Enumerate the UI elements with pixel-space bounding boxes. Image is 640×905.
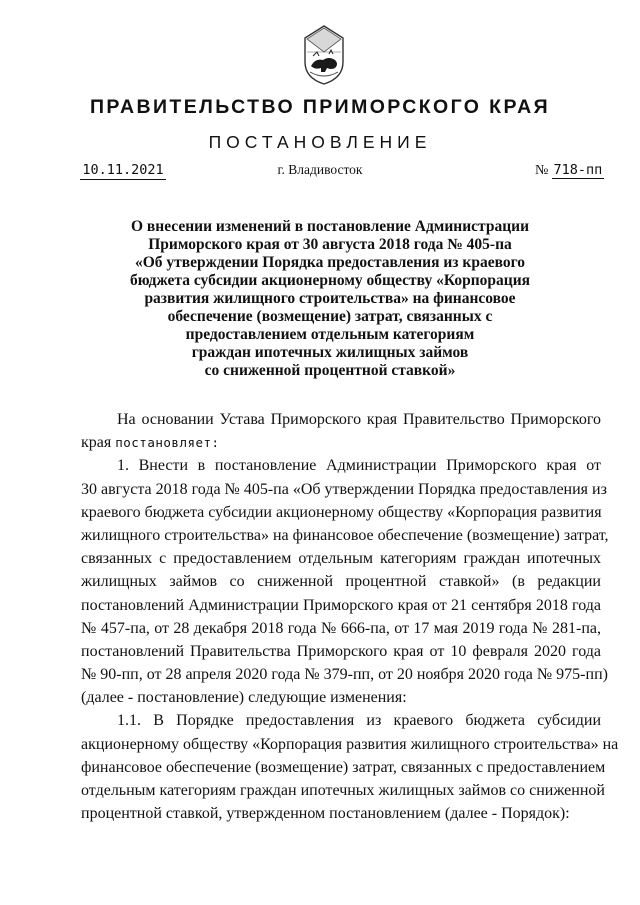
body-line: постановлений Администрации Приморского края от 21 сентября 2018 года: [81, 596, 601, 614]
document-date: 10.11.2021: [82, 162, 164, 178]
body-line: отдельным категориям граждан ипотечных жилищных займов со сниженной: [81, 782, 605, 799]
number-sign: №: [535, 163, 549, 178]
body-line: 30 августа 2018 года № 405-па «Об утверждении Порядка предоставления из: [81, 480, 607, 498]
body-line: краевого бюджета субсидии акционерному обществу «Корпорация развития: [81, 503, 602, 521]
body-line: № 457-па, от 28 декабря 2018 года № 666-па, от 17 мая 2019 года № 281-па,: [81, 619, 601, 637]
document-title: [120, 218, 540, 380]
body-line: На основании Устава Приморского края Правительство Приморского: [117, 411, 601, 428]
title-line: бюджета субсидии акционерному обществу «Корпорация: [129, 272, 531, 289]
coat-of-arms-emblem: [301, 22, 347, 86]
title-line: О внесении изменений в постановление Администрации: [130, 218, 529, 235]
title-line: предоставлением отдельным категориям: [185, 326, 475, 343]
decree-verb: постановляет:: [115, 435, 220, 451]
body-line: жилищного строительства» на финансовое обеспечение (возмещение) затрат,: [81, 526, 609, 544]
body-text: края: [81, 434, 116, 452]
body-line: (далее - постановление) следующие изменения:: [81, 689, 407, 707]
title-line: развития жилищного строительства» на финансовое: [144, 290, 516, 307]
document-city: г. Владивосток: [277, 162, 363, 177]
body-line: постановлений Правительства Приморского края от 10 февраля 2020 года: [81, 642, 601, 660]
title-line: со сниженной процентной ставкой»: [204, 362, 456, 379]
body-line: процентной ставкой, утвержденном постановлением (далее - Порядок):: [81, 805, 570, 823]
title-line: обеспечение (возмещение) затрат, связанных с: [167, 308, 493, 325]
body-line: жилищных займов со сниженной процентной ставкой» (в редакции: [81, 573, 601, 591]
document-number: 718-пп: [553, 162, 603, 178]
document-body: [81, 408, 619, 825]
body-line: № 90-пп, от 28 апреля 2020 года № 379-пп, от 20 ноября 2020 года № 975-пп): [81, 666, 608, 684]
body-line: 1. Внести в постановление Администрации Приморского края от: [117, 457, 601, 475]
body-line: [81, 431, 601, 454]
title-line: «Об утверждении Порядка предоставления из краевого: [134, 254, 525, 271]
organization-name: ПРАВИТЕЛЬСТВО ПРИМОРСКОГО КРАЯ: [89, 96, 551, 118]
title-line: Приморского края от 30 августа 2018 года № 405-па: [148, 236, 512, 253]
title-line: граждан ипотечных жилищных займов: [191, 344, 469, 361]
document-number-field: [535, 162, 604, 179]
body-line: связанных с предоставлением отдельным категориям граждан ипотечных: [81, 550, 601, 568]
body-line: акционерному обществу «Корпорация развития жилищного строительства» на: [81, 735, 619, 753]
body-line: 1.1. В Порядке предоставления из краевого бюджета субсидии: [117, 712, 601, 730]
body-line: финансовое обеспечение (возмещение) затрат, связанных с предоставлением: [81, 758, 606, 776]
document-type: ПОСТАНОВЛЕНИЕ: [208, 132, 432, 152]
